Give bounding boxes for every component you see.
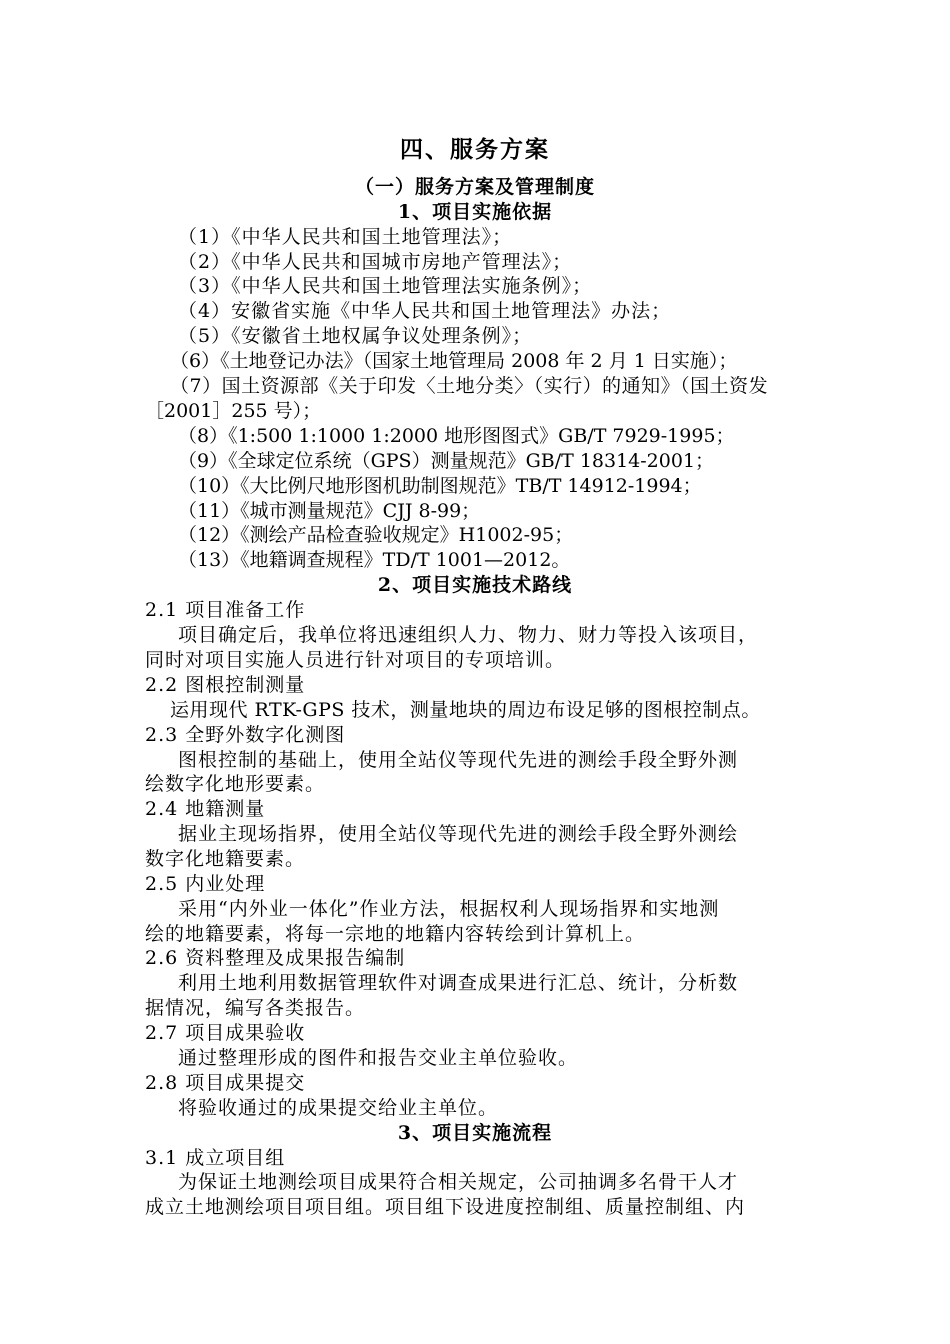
heading-tech-route: 2、项目实施技术路线	[377, 574, 573, 596]
heading-flow: 3、项目实施流程	[397, 1122, 553, 1144]
tech-subheading: 2.4 地籍测量	[145, 798, 266, 820]
tech-paragraph: 通过整理形成的图件和报告交业主单位验收。	[178, 1047, 579, 1069]
basis-item: ［2001］255 号）；	[145, 400, 322, 422]
tech-subheading: 2.6 资料整理及成果报告编制	[145, 947, 406, 969]
tech-paragraph: 绘数字化地形要素。	[145, 773, 326, 795]
flow-paragraph: 成立土地测绘项目项目组。项目组下设进度控制组、质量控制组、内	[145, 1196, 746, 1218]
document-title: 四、服务方案	[400, 136, 550, 163]
basis-item: （6）《土地登记办法》（国家土地管理局 2008 年 2 月 1 日实施）；	[170, 350, 738, 372]
tech-subheading: 2.7 项目成果验收	[145, 1022, 306, 1044]
basis-item: （2）《中华人民共和国城市房地产管理法》；	[178, 251, 573, 273]
tech-subheading: 2.8 项目成果提交	[145, 1072, 306, 1094]
tech-subheading: 2.2 图根控制测量	[145, 674, 306, 696]
tech-paragraph: 同时对项目实施人员进行针对项目的专项培训。	[145, 649, 566, 671]
section-title: （一）服务方案及管理制度	[354, 176, 595, 198]
basis-item: （7）国土资源部《关于印发〈土地分类〉（实行）的通知》（国土资发	[170, 375, 769, 397]
tech-subheading: 2.5 内业处理	[145, 873, 266, 895]
tech-paragraph: 项目确定后，我单位将迅速组织人力、物力、财力等投入该项目，	[178, 624, 759, 646]
tech-paragraph: 利用土地利用数据管理软件对调查成果进行汇总、统计，分析数	[178, 972, 739, 994]
flow-paragraph: 为保证土地测绘项目成果符合相关规定，公司抽调多名骨干人才	[178, 1171, 739, 1193]
basis-item: （9）《全球定位系统（GPS）测量规范》GB/T 18314-2001；	[178, 450, 715, 472]
tech-paragraph: 图根控制的基础上，使用全站仪等现代先进的测绘手段全野外测	[178, 749, 739, 771]
basis-item: （8）《1:500 1:1000 1:2000 地形图图式》GB/T 7929-1995；	[178, 425, 735, 447]
tech-paragraph: 数字化地籍要素。	[145, 848, 306, 870]
tech-paragraph: 据情况，编写各类报告。	[145, 997, 366, 1019]
basis-item: （13）《地籍调查规程》TD/T 1001—2012。	[178, 549, 571, 571]
basis-item: （10）《大比例尺地形图机助制图规范》TB/T 14912-1994；	[178, 475, 702, 497]
tech-paragraph: 绘的地籍要素，将每一宗地的地籍内容转绘到计算机上。	[145, 923, 646, 945]
basis-item: （12）《测绘产品检查验收规定》H1002-95；	[178, 524, 574, 546]
basis-item: （11）《城市测量规范》CJJ 8-99；	[178, 500, 481, 522]
heading-basis: 1、项目实施依据	[397, 201, 553, 223]
tech-paragraph: 运用现代 RTK-GPS 技术，测量地块的周边布设足够的图根控制点。	[170, 699, 761, 721]
tech-paragraph: 将验收通过的成果提交给业主单位。	[178, 1097, 499, 1119]
basis-item: （4）安徽省实施《中华人民共和国土地管理法》办法；	[178, 300, 672, 322]
tech-paragraph: 采用“内外业一体化”作业方法，根据权利人现场指界和实地测	[178, 898, 720, 920]
basis-item: （3）《中华人民共和国土地管理法实施条例》；	[178, 275, 593, 297]
basis-item: （1）《中华人民共和国土地管理法》；	[178, 226, 513, 248]
tech-paragraph: 据业主现场指界，使用全站仪等现代先进的测绘手段全野外测绘	[178, 823, 739, 845]
basis-item: （5）《安徽省土地权属争议处理条例》；	[178, 325, 533, 347]
flow-subheading: 3.1 成立项目组	[145, 1147, 286, 1169]
tech-subheading: 2.3 全野外数字化测图	[145, 724, 346, 746]
tech-subheading: 2.1 项目准备工作	[145, 599, 306, 621]
